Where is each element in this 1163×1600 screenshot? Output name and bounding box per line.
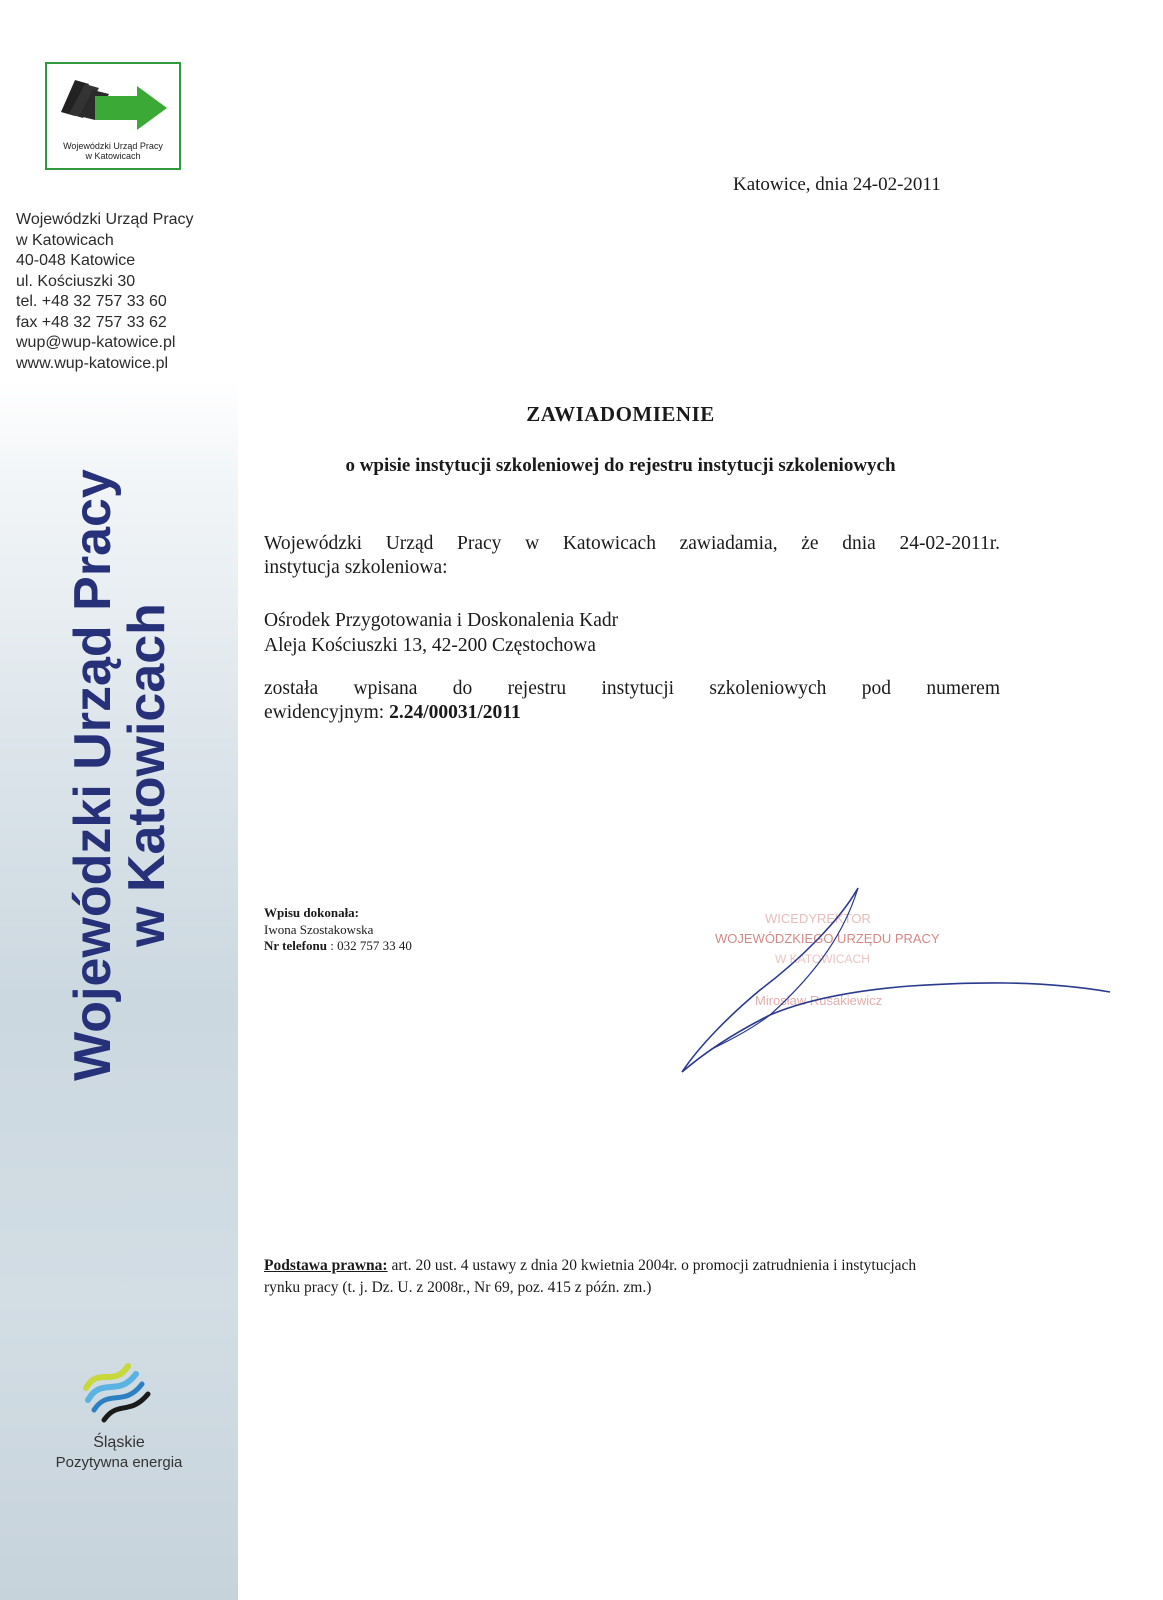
- notice-line1: Wojewódzki Urząd Pracy w Katowicach zawiadamia, że dnia 24-02-2011r.: [264, 533, 1000, 554]
- institution-name: Ośrodek Przygotowania i Doskonalenia Kadr: [264, 610, 619, 631]
- contact-line: Wojewódzki Urząd Pracy: [16, 211, 194, 228]
- region-tagline: Pozytywna energia: [55, 1454, 183, 1471]
- legal-basis: [264, 1255, 976, 1299]
- document-subtitle: o wpisie instytucji szkoleniowej do rejestru instytucji szkoleniowych: [345, 455, 896, 476]
- handwritten-signature: [670, 880, 1120, 1080]
- registration-line2: [264, 701, 1000, 725]
- registry-number: 2.24/00031/2011: [389, 702, 521, 723]
- institution-address: Aleja Kościuszki 13, 42-200 Częstochowa: [264, 635, 596, 656]
- document-title: ZAWIADOMIENIE: [526, 402, 715, 426]
- stamp-line3: W KATOWICACH: [775, 952, 870, 966]
- logo-caption-line1: Wojewódzki Urząd Pracy: [63, 141, 163, 151]
- legal-basis-text: art. 20 ust. 4 ustawy z dnia 20 kwietnia 2004r. o promocji zatrudnienia i instytucjach: [387, 1257, 917, 1274]
- region-logo-text: [0, 1433, 238, 1472]
- document-date: Katowice, dnia 24-02-2011: [733, 174, 941, 195]
- logo-caption: [47, 141, 179, 161]
- registration-paragraph: [264, 677, 1000, 725]
- registration-prefix: ewidencyjnym:: [264, 702, 390, 723]
- sidebar-band: [0, 0, 238, 1600]
- entry-label: Wpisu dokonała:: [264, 905, 360, 920]
- contact-line: fax +48 32 757 33 62: [16, 313, 167, 331]
- entry-person: Iwona Szostakowska: [264, 921, 374, 937]
- contact-line: wup@wup-katowice.pl: [16, 334, 176, 351]
- institution-block: [264, 608, 618, 658]
- contact-line: 40-048 Katowice: [16, 252, 136, 269]
- contact-line: ul. Kościuszki 30: [16, 272, 136, 290]
- legal-basis-text-line2: rynku pracy (t. j. Dz. U. z 2008r., Nr 69, poz. 415 z późn. zm.): [264, 1279, 652, 1296]
- logo-caption-line2: w Katowicach: [85, 151, 141, 161]
- contact-line: www.wup-katowice.pl: [16, 354, 169, 372]
- entry-info: [264, 905, 412, 955]
- cards-arrow-icon: [55, 70, 171, 140]
- slaskie-waves-icon: [80, 1358, 156, 1430]
- registration-line1: została wpisana do rejestru instytucji szkoleniowych pod numerem: [264, 678, 1000, 699]
- vertical-title-line2: w Katowicach: [118, 603, 176, 947]
- wup-logo: [45, 62, 181, 170]
- phone-value: : 032 757 33 40: [326, 938, 412, 953]
- stamp-line2: WOJEWÓDZKIEGO URZĘDU PRACY: [715, 931, 940, 946]
- legal-basis-label: Podstawa prawna:: [264, 1257, 388, 1274]
- stamp-line1: WICEDYREKTOR: [765, 911, 871, 926]
- notice-paragraph: [264, 532, 1000, 580]
- region-name: Śląskie: [93, 1434, 145, 1451]
- vertical-title-line1: Wojewódzki Urząd Pracy: [64, 469, 122, 1081]
- stamp-line4: Mirosław Rusakiewicz: [755, 993, 883, 1008]
- phone-label: Nr telefonu: [264, 938, 327, 953]
- notice-line2: instytucja szkoleniowa:: [264, 557, 448, 578]
- contact-block: [16, 210, 194, 374]
- contact-line: tel. +48 32 757 33 60: [16, 293, 167, 310]
- contact-line: w Katowicach: [16, 231, 114, 249]
